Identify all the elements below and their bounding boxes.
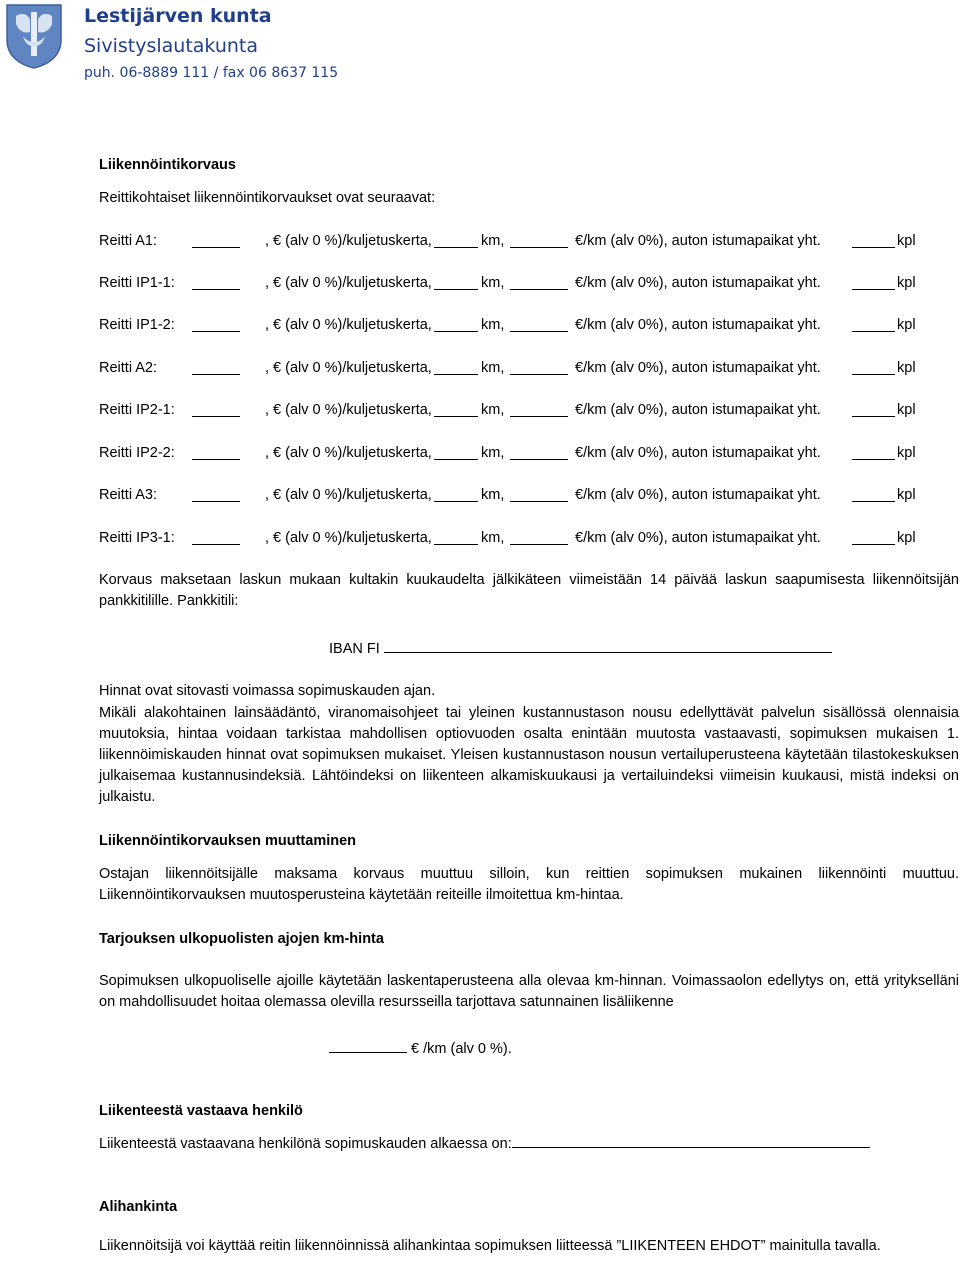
route-km-blank[interactable] — [434, 374, 478, 375]
route-text-per-trip: , € (alv 0 %)/kuljetuskerta, — [265, 530, 432, 546]
route-text-per-trip: , € (alv 0 %)/kuljetuskerta, — [265, 487, 432, 503]
iban-blank[interactable] — [384, 638, 832, 653]
route-text-kpl: kpl — [897, 402, 916, 418]
route-seats-blank[interactable] — [852, 331, 895, 332]
route-name: Reitti A3: — [99, 487, 158, 503]
route-name: Reitti A1: — [99, 233, 158, 249]
route-text-per-km: €/km (alv 0%), auton istumapaikat yht. — [575, 360, 821, 376]
route-km-blank[interactable] — [434, 416, 478, 417]
responsible-field[interactable] — [99, 1133, 870, 1155]
route-km-blank[interactable] — [434, 544, 478, 545]
route-text-km: km, — [481, 233, 505, 249]
route-text-km: km, — [481, 317, 505, 333]
route-text-per-trip: , € (alv 0 %)/kuljetuskerta, — [265, 360, 432, 376]
route-text-per-trip: , € (alv 0 %)/kuljetuskerta, — [265, 233, 432, 249]
route-km-blank[interactable] — [434, 501, 478, 502]
route-a1-row — [99, 231, 929, 251]
route-price-blank[interactable] — [192, 501, 240, 502]
route-name: Reitti A2: — [99, 360, 158, 376]
route-price-blank[interactable] — [192, 544, 240, 545]
route-text-per-trip: , € (alv 0 %)/kuljetuskerta, — [265, 402, 432, 418]
extra-rides-text: Sopimuksen ulkopuoliselle ajoille käytetään laskentaperusteena alla olevaa km-hinnan. Voimassaolon edellytys on, että yritykselläni on mahdollisuudet hoitaa olemassa olevilla resursseilla tarjottava satunnainen lisäliikenne — [99, 973, 959, 1010]
route-km-price-blank[interactable] — [510, 544, 568, 545]
route-name: Reitti IP2-2: — [99, 445, 175, 461]
route-text-per-km: €/km (alv 0%), auton istumapaikat yht. — [575, 233, 821, 249]
route-ip2-2-row — [99, 443, 929, 463]
route-km-price-blank[interactable] — [510, 374, 568, 375]
route-text-km: km, — [481, 360, 505, 376]
route-text-kpl: kpl — [897, 360, 916, 376]
route-name: Reitti IP2-1: — [99, 402, 175, 418]
iban-label: IBAN FI — [329, 641, 380, 657]
extra-price-blank[interactable] — [329, 1038, 407, 1053]
route-a2-row — [99, 358, 929, 378]
route-text-kpl: kpl — [897, 487, 916, 503]
route-price-blank[interactable] — [192, 459, 240, 460]
route-a3-row — [99, 485, 929, 505]
route-text-per-km: €/km (alv 0%), auton istumapaikat yht. — [575, 487, 821, 503]
route-text-per-km: €/km (alv 0%), auton istumapaikat yht. — [575, 445, 821, 461]
change-text: Ostajan liikennöitsijälle maksama korvaus muuttuu silloin, kun reittien sopimuksen mukainen liikennöinti muuttuu. Liikennöintikorvauksen muutosperusteina käytetään reiteille ilmoitettua km-hintaa. — [99, 866, 959, 903]
section-heading-compensation: Liikennöintikorvaus — [99, 157, 236, 173]
route-text-per-trip: , € (alv 0 %)/kuljetuskerta, — [265, 275, 432, 291]
route-name: Reitti IP1-1: — [99, 275, 175, 291]
route-text-km: km, — [481, 445, 505, 461]
department-name: Sivistyslautakunta — [84, 35, 259, 57]
route-name: Reitti IP1-2: — [99, 317, 175, 333]
route-ip1-1-row — [99, 273, 929, 293]
route-seats-blank[interactable] — [852, 416, 895, 417]
extra-price-field[interactable] — [329, 1038, 512, 1060]
route-seats-blank[interactable] — [852, 247, 895, 248]
municipality-crest-logo — [4, 2, 64, 70]
section-heading-change: Liikennöintikorvauksen muuttaminen — [99, 833, 357, 849]
route-text-km: km, — [481, 530, 505, 546]
route-km-blank[interactable] — [434, 331, 478, 332]
route-ip2-1-row — [99, 400, 929, 420]
route-km-price-blank[interactable] — [510, 416, 568, 417]
route-text-kpl: kpl — [897, 275, 916, 291]
responsible-blank-2[interactable] — [712, 1133, 870, 1148]
contact-phone-fax: puh. 06-8889 111 / fax 06 8637 115 — [84, 65, 339, 81]
iban-field[interactable] — [329, 638, 832, 660]
section-heading-extra-rides: Tarjouksen ulkopuolisten ajojen km-hinta — [99, 931, 384, 947]
price-binding-note: Hinnat ovat sitovasti voimassa sopimuskauden ajan. — [99, 683, 436, 699]
route-km-price-blank[interactable] — [510, 331, 568, 332]
route-text-per-km: €/km (alv 0%), auton istumapaikat yht. — [575, 530, 821, 546]
route-seats-blank[interactable] — [852, 544, 895, 545]
route-km-price-blank[interactable] — [510, 289, 568, 290]
subcontracting-text: Liikennöitsijä voi käyttää reitin liikennöinnissä alihankintaa sopimuksen liitteessä ”LIIKENTEEN EHDOT” mainitulla tavalla. — [99, 1238, 881, 1254]
section-heading-subcontracting: Alihankinta — [99, 1199, 178, 1215]
route-km-price-blank[interactable] — [510, 459, 568, 460]
route-seats-blank[interactable] — [852, 501, 895, 502]
extra-price-unit: € /km (alv 0 %). — [411, 1041, 512, 1057]
responsible-label: Liikenteestä vastaavana henkilönä sopimuskauden alkaessa on: — [99, 1136, 512, 1152]
route-km-blank[interactable] — [434, 247, 478, 248]
route-text-per-trip: , € (alv 0 %)/kuljetuskerta, — [265, 317, 432, 333]
route-km-price-blank[interactable] — [510, 501, 568, 502]
route-text-kpl: kpl — [897, 530, 916, 546]
route-text-km: km, — [481, 487, 505, 503]
route-text-per-km: €/km (alv 0%), auton istumapaikat yht. — [575, 275, 821, 291]
route-seats-blank[interactable] — [852, 289, 895, 290]
route-km-blank[interactable] — [434, 289, 478, 290]
route-text-km: km, — [481, 402, 505, 418]
route-km-blank[interactable] — [434, 459, 478, 460]
route-price-blank[interactable] — [192, 374, 240, 375]
route-price-blank[interactable] — [192, 289, 240, 290]
route-text-per-km: €/km (alv 0%), auton istumapaikat yht. — [575, 317, 821, 333]
routes-intro: Reittikohtaiset liikennöintikorvaukset ovat seuraavat: — [99, 190, 436, 206]
payment-terms: Korvaus maksetaan laskun mukaan kultakin kuukaudelta jälkikäteen viimeistään 14 päivää laskun saapumisesta liikennöitsijän pankkitilille. Pankkitili: — [99, 572, 959, 609]
route-text-per-km: €/km (alv 0%), auton istumapaikat yht. — [575, 402, 821, 418]
route-ip1-2-row — [99, 315, 929, 335]
price-index-text: Mikäli alakohtainen lainsäädäntö, viranomaisohjeet tai yleinen kustannustason nousu edellyttävät palvelun sisällössä olennaisia muutoksia, hintaa voidaan tarkistaa mahdollisen optiovuoden osalta enintään muutosta vastaavasti, sopimuksen mukaisen 1. liikennöimiskauden hinnat ovat sopimuksen mukaiset. Yleisen kustannustason nousun vertailuperusteena käytetään tilastokeskuksen julkaisemaa kustannusindeksiä. Lähtöindeksi on liikenteen alkamiskuukausi ja vertailuindeksi viimeisin kuukausi, mistä indeksi on julkaistu. — [99, 705, 959, 805]
route-text-per-trip: , € (alv 0 %)/kuljetuskerta, — [265, 445, 432, 461]
route-text-kpl: kpl — [897, 445, 916, 461]
route-text-km: km, — [481, 275, 505, 291]
route-km-price-blank[interactable] — [510, 247, 568, 248]
route-ip3-1-row — [99, 528, 929, 548]
route-name: Reitti IP3-1: — [99, 530, 175, 546]
section-heading-responsible: Liikenteestä vastaava henkilö — [99, 1103, 303, 1119]
route-seats-blank[interactable] — [852, 374, 895, 375]
route-price-blank[interactable] — [192, 247, 240, 248]
municipality-name: Lestijärven kunta — [84, 5, 272, 27]
responsible-blank-1[interactable] — [512, 1133, 712, 1148]
route-price-blank[interactable] — [192, 416, 240, 417]
route-text-kpl: kpl — [897, 317, 916, 333]
route-price-blank[interactable] — [192, 331, 240, 332]
route-text-kpl: kpl — [897, 233, 916, 249]
route-seats-blank[interactable] — [852, 459, 895, 460]
